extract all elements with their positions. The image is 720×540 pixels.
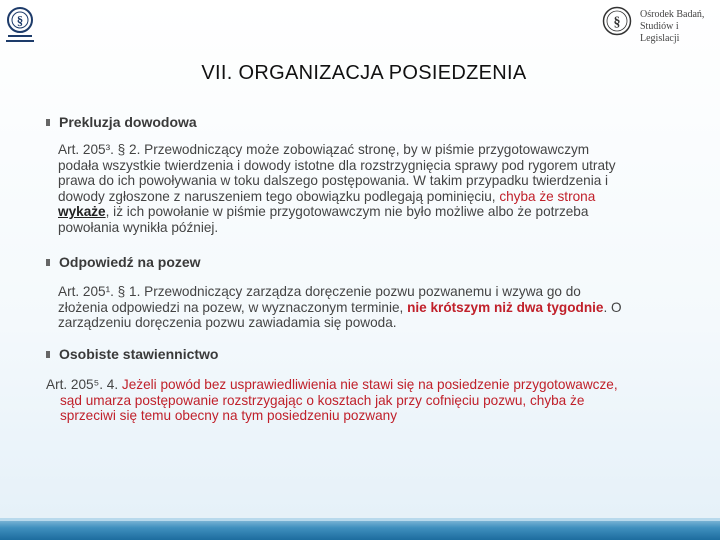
section-body-stawiennictwo <box>46 377 618 424</box>
text-line: prawa do ich powoływania w toku dalszego postępowania. W takim przypadku twierdzenia i <box>58 173 609 188</box>
text-segment <box>46 377 618 392</box>
text-segment: . O <box>603 299 622 315</box>
osrodek-badan-logo <box>600 4 718 44</box>
section-heading-text: Odpowiedź na pozew <box>59 254 201 270</box>
section-body-prekluzja <box>58 142 616 235</box>
svg-text:§: § <box>613 15 621 30</box>
text-line: powołania wynikła później. <box>58 219 219 235</box>
section-heading-text: Osobiste stawiennictwo <box>59 346 219 362</box>
text-line: Art. 205¹. § 1. Przewodniczący zarządza doręczenie pozwu pozwanemu i wzywa go do <box>58 284 581 299</box>
text-line: zarządzeniu doręczenia pozwu zawiadamia się powoda. <box>58 315 397 330</box>
text-line: Art. 205³. § 2. Przewodniczący może zobowiązać stronę, by w piśmie przygotowawczym <box>58 142 590 157</box>
emphasis-text: nie krótszym niż dwa tygodnie <box>407 299 604 315</box>
text-segment: złożenia odpowiedzi na pozew, w wyznaczonym terminie, <box>58 299 408 315</box>
emphasis-text: wykaże <box>58 204 106 219</box>
text-line <box>58 189 616 205</box>
court-emblem-logo <box>2 4 38 46</box>
section-body-odpowiedz <box>58 284 622 331</box>
text-segment: Art. 205⁵. 4. <box>46 377 122 392</box>
section-heading-stawiennictwo <box>46 346 218 362</box>
text-line <box>46 377 618 393</box>
text-line <box>58 300 622 316</box>
emphasis-text: chyba że strona <box>499 188 596 204</box>
text-line: sprzeciwi się temu obecny na tym posiedzeniu pozwany <box>60 408 397 423</box>
bullet-square-icon <box>46 119 50 126</box>
text-segment: dowody zgłoszone z naruszeniem tego obowiązku podlegają pominięciu, <box>58 188 500 204</box>
footer-bar-highlight <box>0 518 720 521</box>
text-segment: , iż ich powołanie w piśmie przygotowawczym nie było możliwe albo że potrzeba <box>105 204 589 219</box>
section-heading-odpowiedz <box>46 254 201 270</box>
section-heading-text: Prekluzja dowodowa <box>59 114 197 130</box>
section-heading-prekluzja <box>46 114 197 130</box>
page-title: VII. ORGANIZACJA POSIEDZENIA <box>201 62 527 84</box>
section-emblem-icon <box>602 6 632 36</box>
footer-bar <box>0 518 720 540</box>
emphasis-text: Jeżeli powód bez usprawiedliwienia nie stawi się na posiedzenie przygotowawcze, <box>121 377 618 392</box>
text-line: sąd umarza postępowanie rozstrzygając o kosztach jak przy cofnięciu pozwu, chyba że <box>60 392 585 408</box>
bullet-square-icon <box>46 351 50 358</box>
svg-text:§: § <box>16 13 24 28</box>
text-line: podała wszystkie twierdzenia i dowody istotne dla rozstrzygnięcia sprawy pod rygorem utraty <box>58 157 616 173</box>
text-line <box>58 204 616 220</box>
bullet-square-icon <box>46 259 50 266</box>
org-name: Ośrodek Badań, Studiów i Legislacji <box>640 9 705 44</box>
court-emblem-icon <box>2 4 38 46</box>
